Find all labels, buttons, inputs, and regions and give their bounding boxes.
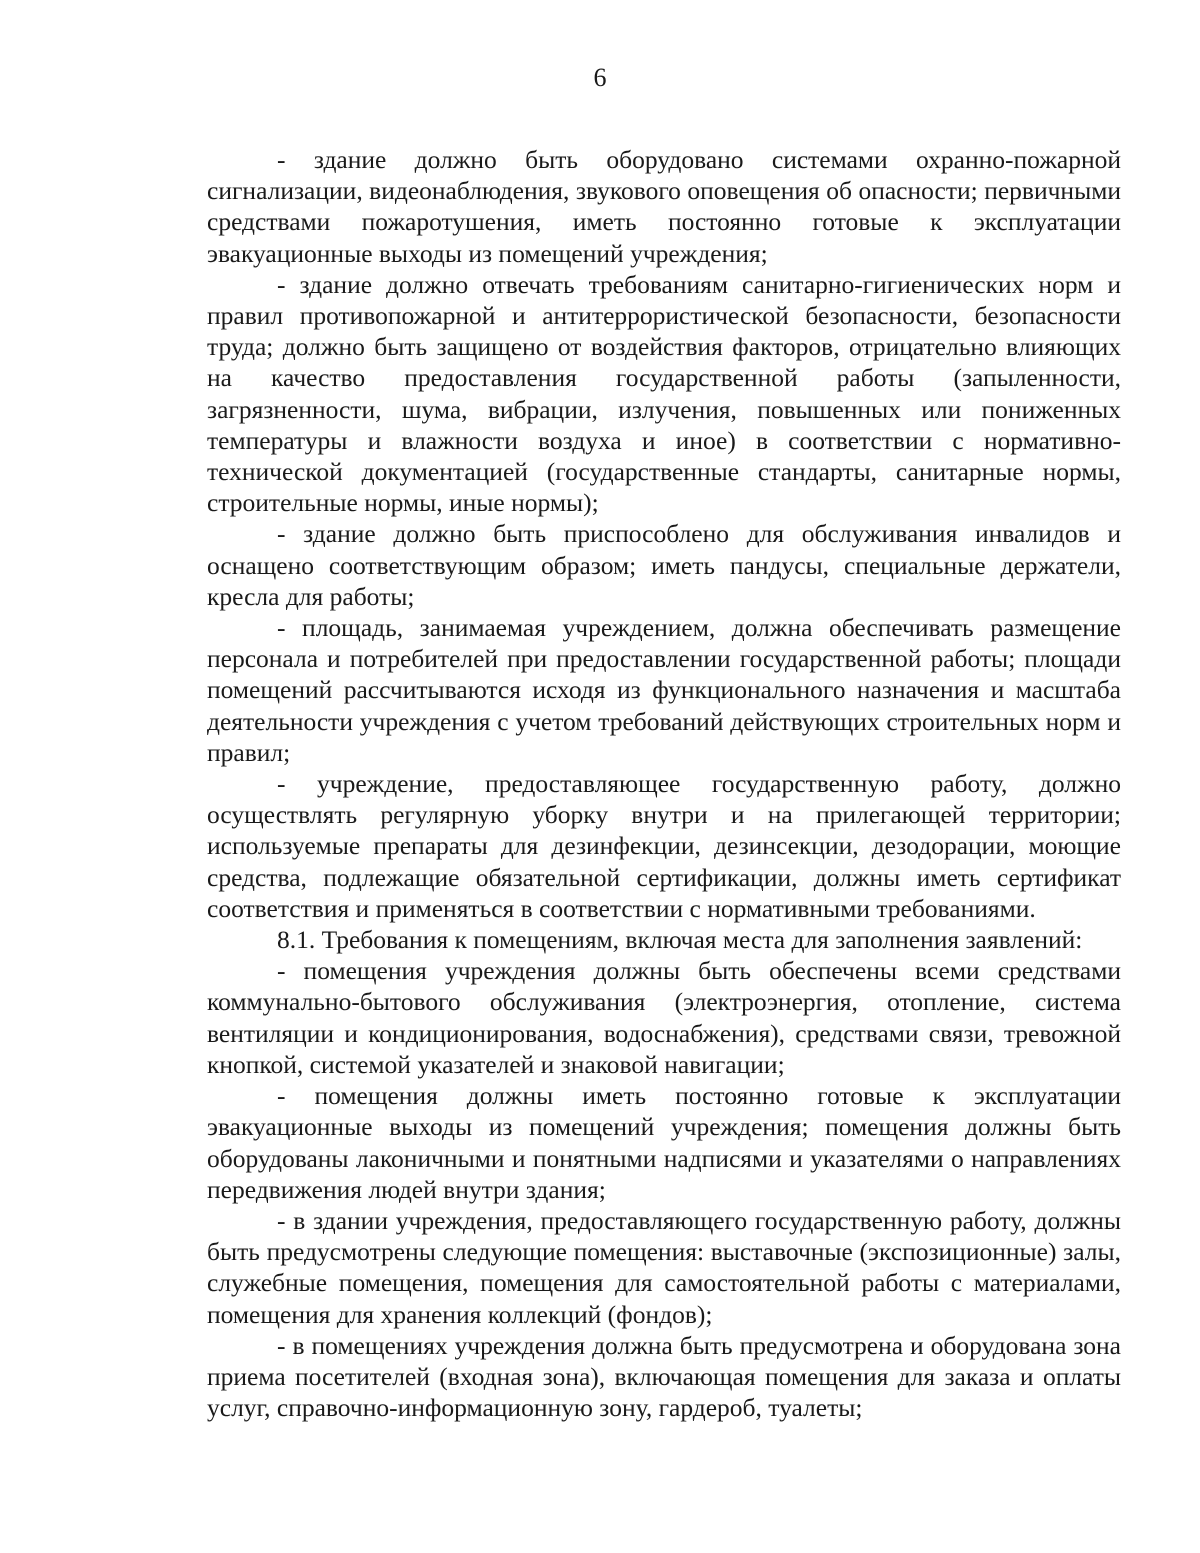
paragraph-floor-area: - площадь, занимаемая учреждением, должна обеспечивать размещение персонала и потребителей при предоставлении государственной работы; площади помещений рассчитываются исходя из функционального назначения и масштаба деятельности учреждения с учетом требований действующих строительных норм и правил; xyxy=(207,613,1121,767)
document-body xyxy=(207,144,1121,1423)
paragraph-reception-zone: - в помещениях учреждения должна быть предусмотрена и оборудована зона приема посетителей (входная зона), включающая помещения для заказа и оплаты услуг, справочно-информационную зону, гардероб, туалеты; xyxy=(207,1330,1121,1423)
paragraph-cleaning: - учреждение, предоставляющее государственную работу, должно осуществлять регулярную уборку внутри и на прилегающей территории; используемые препараты для дезинфекции, дезинсекции, дезодорации, моющие средства, подлежащие обязательной сертификации, должны иметь сертификат соответствия и применяться в соответствии с нормативными требованиями. xyxy=(207,769,1121,923)
paragraph-utilities: - помещения учреждения должны быть обеспечены всеми средствами коммунально-бытового обслуживания (электроэнергия, отопление, система вентиляции и кондиционирования, водоснабжения), средствами связи, тревожной кнопкой, системой указателей и знаковой навигации; xyxy=(207,956,1121,1079)
paragraph-required-rooms: - в здании учреждения, предоставляющего государственную работу, должны быть предусмотрены следующие помещения: выставочные (экспозиционные) залы, служебные помещения, помещения для самостоятельной работы с материалами, помещения для хранения коллекций (фондов); xyxy=(207,1205,1121,1329)
paragraph-section-8-1: 8.1. Требования к помещениям, включая места для заполнения заявлений: xyxy=(277,925,1083,955)
paragraph-fire-safety: - здание должно быть оборудовано системами охранно-пожарной сигнализации, видеонаблюдения, звукового оповещения об опасности; первичными средствами пожаротушения, иметь постоянно готовые к эксплуатации эвакуационные выходы из помещений учреждения; xyxy=(207,145,1121,268)
paragraph-evacuation-exits: - помещения должны иметь постоянно готовые к эксплуатации эвакуационные выходы из помещений учреждения; помещения должны быть оборудованы лаконичными и понятными надписями и указателями о направлениях передвижения людей внутри здания; xyxy=(207,1081,1121,1204)
paragraph-sanitary-norms: - здание должно отвечать требованиям санитарно-гигиенических норм и правил противопожарной и антитеррористической безопасности, безопасности труда; должно быть защищено от воздействия факторов, отрицательно влияющих на качество предоставления государственной работы (запыленности, загрязненности, шума, вибрации, излучения, повышенных или пониженных температуры и влажности воздуха и иное) в соответствии с нормативно-технической документацией (государственные стандарты, санитарные нормы, строительные нормы, иные нормы); xyxy=(207,269,1121,518)
paragraph-accessibility: - здание должно быть приспособлено для обслуживания инвалидов и оснащено соответствующим образом; иметь пандусы, специальные держатели, кресла для работы; xyxy=(207,519,1121,611)
page-number: 6 xyxy=(593,63,607,92)
